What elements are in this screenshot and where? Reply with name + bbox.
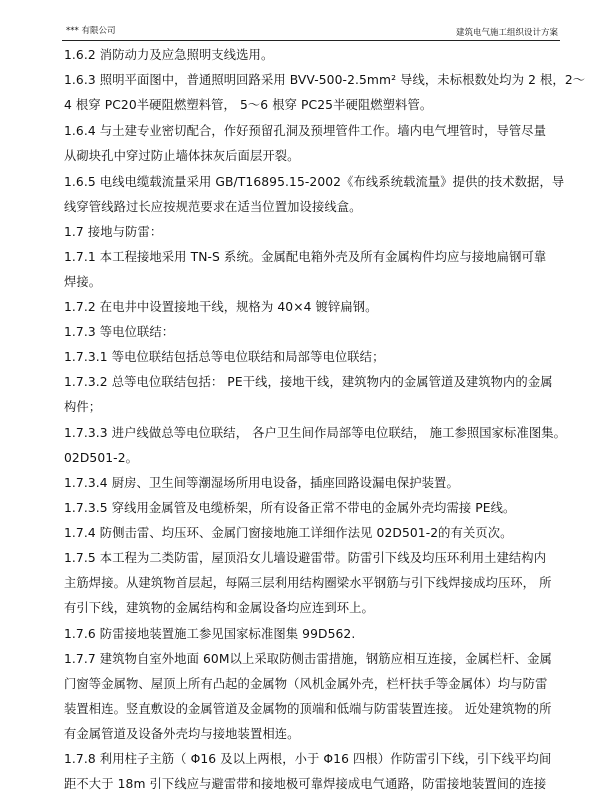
text-line: 1.7 接地与防雷： — [64, 225, 163, 239]
header-company: *** 有限公司 — [66, 26, 116, 36]
text-line: 1.7.3.4 厨房、卫生间等潮湿场所用电设备，插座回路设漏电保护装置。 — [64, 476, 459, 490]
text-line: 1.6.3 照明平面图中，普通照明回路采用 BVV-500-2.5mm² 导线，未标根数处均为 2 根，2～ — [64, 73, 586, 87]
text-line: 1.7.8 利用柱子主筋（ Φ16 及以上两根，小于 Φ16 四根）作防雷引下线，引下线平均间 — [64, 752, 552, 766]
text-line: 4 根穿 PC20半硬阻燃塑料管， 5～6 根穿 PC25半硬阻燃塑料管。 — [64, 98, 433, 112]
text-line: 门窗等金属物、屋顶上所有凸起的金属物（风机金属外壳，栏杆扶手等金属体）均与防雷 — [64, 677, 548, 691]
text-line: 装置相连。竖直敷设的金属管道及金属物的顶端和低端与防雷装置连接。 近处建筑物的所 — [64, 702, 552, 716]
text-line: 1.7.1 本工程接地采用 TN-S 系统。金属配电箱外壳及所有金属构件均应与接地扁钢可靠 — [64, 250, 547, 264]
text-line: 1.7.3.5 穿线用金属管及电缆桥架，所有设备正常不带电的金属外壳均需接 PE线。 — [64, 501, 516, 515]
text-line: 构件； — [64, 400, 102, 414]
text-line: 1.7.3 等电位联结： — [64, 325, 175, 339]
text-line: 主筋焊接。从建筑物首层起，每隔三层利用结构圈梁水平钢筋与引下线焊接成均压环， 所 — [64, 576, 552, 590]
text-line: 焊接。 — [64, 275, 102, 289]
text-line: 1.6.2 消防动力及应急照明支线选用。 — [64, 48, 274, 62]
text-line: 1.7.2 在电井中设置接地干线，规格为 40×4 镀锌扁钢。 — [64, 300, 378, 314]
text-line: 02D501-2。 — [64, 451, 139, 465]
text-line: 从砌块孔中穿过防止墙体抹灰后面层开裂。 — [64, 149, 300, 163]
text-line: 有金属管道及设备外壳均与接地装置相连。 — [64, 727, 300, 741]
text-line: 1.7.3.1 等电位联结包括总等电位联结和局部等电位联结； — [64, 350, 385, 364]
text-line: 距不大于 18m 引下线应与避雷带和接地极可靠焊接成电气通路，防雷接地装置间的连接 — [64, 777, 547, 791]
text-line: 1.7.3.3 进户线做总等电位联结， 各户卫生间作局部等电位联结， 施工参照国家标准图集。 — [64, 426, 567, 440]
text-line: 1.7.6 防雷接地装置施工参见国家标准图集 99D562. — [64, 627, 356, 641]
text-line: 1.6.4 与土建专业密切配合，作好预留孔洞及预埋管件工作。墙内电气埋管时，导管尽量 — [64, 124, 547, 138]
text-line: 1.7.7 建筑物自室外地面 60M以上采取防侧击雷措施，钢筋应相互连接，金属栏杆、金属 — [64, 652, 552, 666]
header-doc-title: 建筑电气施工组织设计方案 — [455, 28, 558, 38]
text-line: 1.7.4 防侧击雷、均压环、金属门窗接地施工详细作法见 02D501-2的有关页次。 — [64, 526, 513, 540]
text-line: 1.6.5 电线电缆载流量采用 GB/T16895.15-2002《布线系统载流量》提供的技术数据，导 — [64, 175, 565, 189]
page-header — [62, 14, 560, 41]
text-line: 1.7.3.2 总等电位联结包括： PE干线，接地干线，建筑物内的金属管道及建筑物内的金属 — [64, 375, 553, 389]
text-line: 线穿管线路过长应按规范要求在适当位置加设接线盒。 — [64, 200, 362, 214]
text-line: 1.7.5 本工程为二类防雷，屋顶沿女儿墙设避雷带。防雷引下线及均压环利用土建结构内 — [64, 551, 547, 565]
text-line: 有引下线，建筑物的金属结构和金属设备均应连到环上。 — [64, 601, 374, 615]
